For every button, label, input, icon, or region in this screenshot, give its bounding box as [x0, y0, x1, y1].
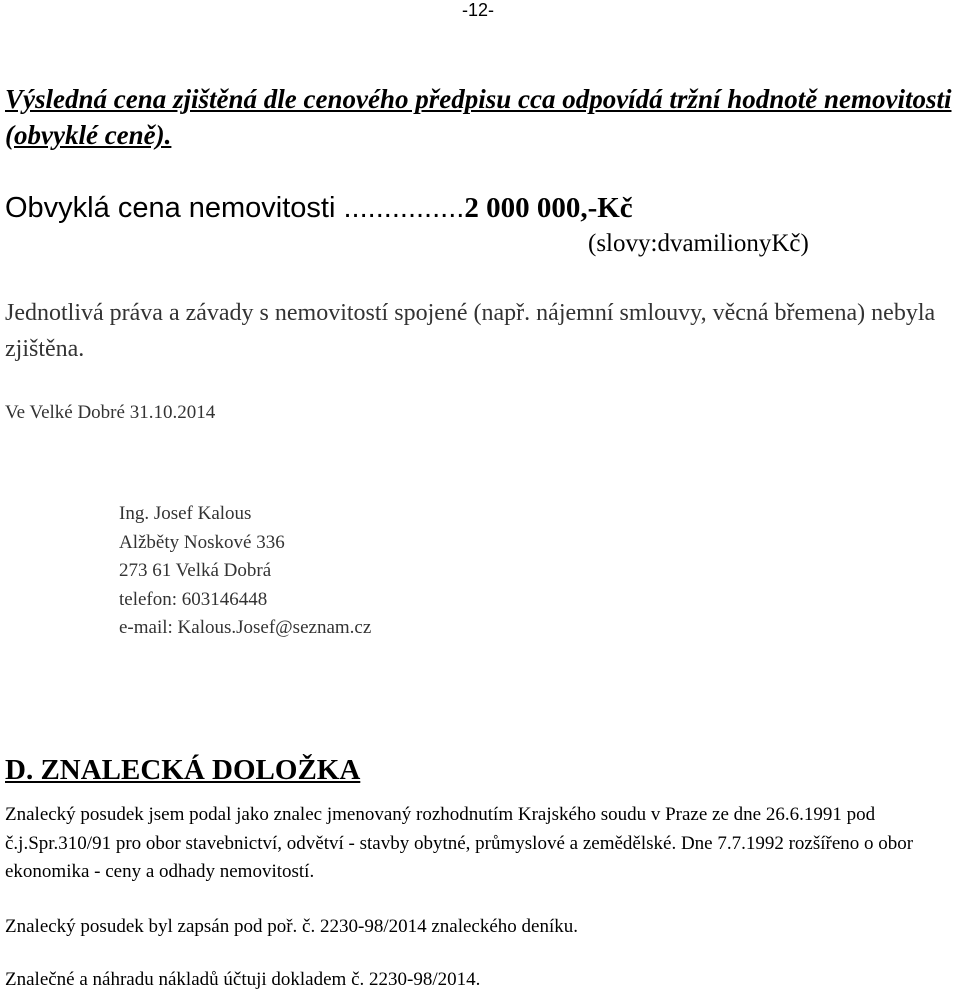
rights-and-encumbrances: Jednotlivá práva a závady s nemovitostí spojené (např. nájemní smlouvy, věcná břemena) nebyla zjištěna.: [5, 300, 936, 362]
expert-street: Alžběty Noskové 336: [119, 531, 285, 553]
usual-price-in-words: (slovy:dvamilionyKč): [588, 230, 809, 257]
signature-block: [119, 500, 371, 643]
register-entry: Znalecký posudek byl zapsán pod poř. č. 2230-98/2014 znaleckého deníku.: [5, 916, 579, 937]
expert-name: Ing. Josef Kalous: [119, 503, 252, 524]
valuation-conclusion: Výsledná cena zjištěná dle cenového předpisu cca odpovídá tržní hodnotě nemovitosti (obvyklé ceně).: [5, 84, 952, 150]
expert-clause-heading: D. ZNALECKÁ DOLOŽKA: [5, 754, 361, 786]
usual-price-label: Obvyklá cena nemovitosti ...............: [5, 192, 465, 224]
expert-email: e-mail: Kalous.Josef@seznam.cz: [119, 617, 372, 638]
expert-phone: telefon: 603146448: [119, 588, 268, 610]
usual-price-value: 2 000 000,-Kč: [464, 192, 633, 224]
expert-city: 273 61 Velká Dobrá: [119, 560, 272, 581]
usual-price-line: [5, 192, 633, 225]
place-and-date: Ve Velké Dobré 31.10.2014: [5, 402, 216, 423]
expert-clause-paragraph: Znalecký posudek jsem podal jako znalec jmenovaný rozhodnutím Krajského soudu v Praze ze dne 26.6.1991 pod č.j.Spr.310/91 pro obor stavebnictví, odvětví - stavby obytné, průmyslové a zemědělské. Dne 7.7.1992 rozšířeno o obor ekonomika - ceny a odhady nemovitostí.: [5, 804, 914, 882]
fee-statement: Znalečné a náhradu nákladů účtuji dokladem č. 2230-98/2014.: [5, 969, 481, 990]
page-number: -12-: [462, 0, 495, 20]
